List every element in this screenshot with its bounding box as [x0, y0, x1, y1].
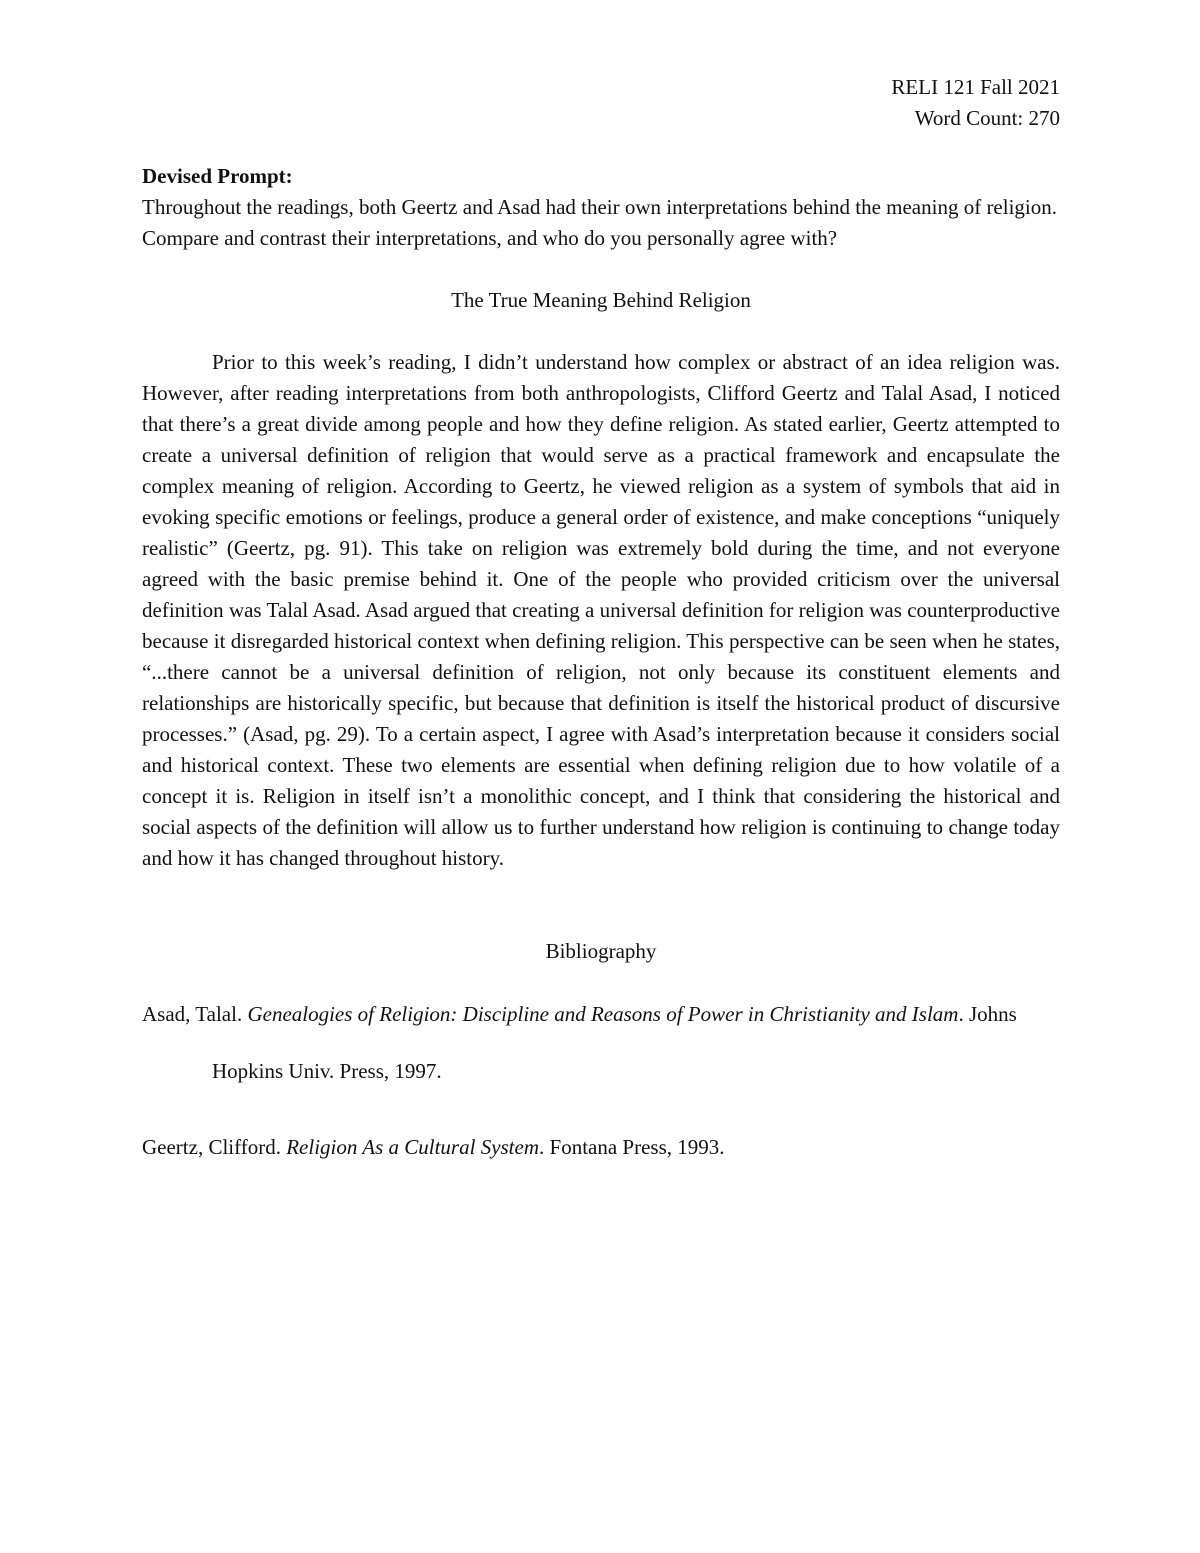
- essay-body: Prior to this week’s reading, I didn’t understand how complex or abstract of an idea religion was. However, after reading interpretations from both anthropologists, Clifford Geertz and Talal Asad, I noticed that there’s a great divide among people and how they define religion. As stated earlier, Geertz attempted to create a universal definition of religion that would serve as a practical framework and encapsulate the complex meaning of religion. According to Geertz, he viewed religion as a system of symbols that aid in evoking specific emotions or feelings, produce a general order of existence, and make conceptions “uniquely realistic” (Geertz, pg. 91). This take on religion was extremely bold during the time, and not everyone agreed with the basic premise behind it. One of the people who provided criticism over the universal definition was Talal Asad. Asad argued that creating a universal definition for religion was counterproductive because it disregarded historical context when defining religion. This perspective can be seen when he states, “...there cannot be a universal definition of religion, not only because its constituent elements and relationships are historically specific, but because that definition is itself the historical product of discursive processes.” (Asad, pg. 29). To a certain aspect, I agree with Asad’s interpretation because it considers social and historical context. These two elements are essential when defining religion due to how volatile of a concept it is. Religion in itself isn’t a monolithic concept, and I think that considering the historical and social aspects of the definition will allow us to further understand how religion is continuing to change today and how it has changed throughout history.: [142, 350, 1060, 870]
- bibliography-title: Genealogies of Religion: Discipline and Reasons of Power in Christianity and Islam: [247, 1002, 959, 1026]
- bibliography-entry: [142, 986, 1060, 1100]
- document-header: [142, 72, 1060, 134]
- document-content: [142, 72, 1060, 1176]
- prompt-section: [142, 161, 1060, 254]
- bibliography-publisher: . Johns Hopkins Univ. Press, 1997.: [212, 1002, 1017, 1083]
- bibliography-heading: Bibliography: [545, 939, 657, 963]
- prompt-text: Throughout the readings, both Geertz and Asad had their own interpretations behind the meaning of religion. Compare and contrast their interpretations, and who do you personally agree with?: [142, 195, 1058, 250]
- bibliography-publisher: . Fontana Press, 1993.: [539, 1135, 725, 1159]
- essay-title: The True Meaning Behind Religion: [451, 288, 751, 312]
- word-count: Word Count: 270: [914, 106, 1060, 130]
- prompt-label: Devised Prompt:: [142, 164, 293, 188]
- bibliography-author: Asad, Talal.: [142, 1002, 248, 1026]
- bibliography-author: Geertz, Clifford.: [142, 1135, 287, 1159]
- bibliography-title: Religion As a Cultural System: [286, 1135, 540, 1159]
- bibliography-entry: [142, 1119, 1060, 1176]
- course-label: RELI 121 Fall 2021: [891, 75, 1060, 99]
